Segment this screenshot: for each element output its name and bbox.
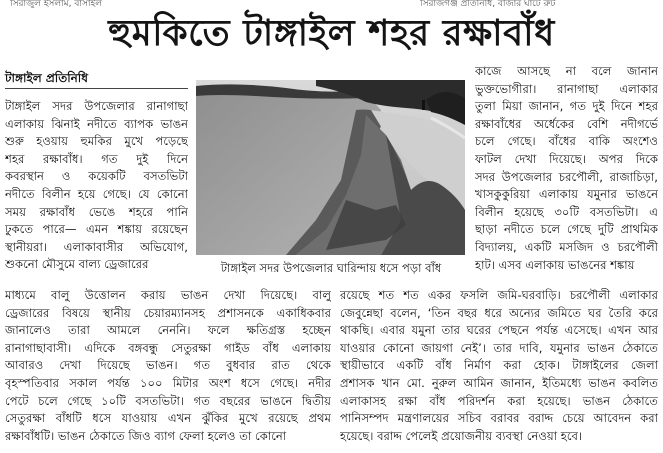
- article-column-right: [475, 63, 658, 274]
- article-text-line: রক্ষাবাঁধটি। ভাঙন ঠেকাতে জিও ব্যাগ ফেলা হলেও তা কোনো: [5, 428, 287, 443]
- byline-divider: [5, 88, 188, 89]
- riverbank-erosion-photo: [196, 80, 465, 255]
- article-text-line: জেবুন্নেছা বলেন, ‘তিন বছর ধরে অন্যের জমিতে ঘর তৈরি করে: [340, 305, 658, 320]
- article-text-line: হয়েছে। বরাদ্দ পেলেই প্রয়োজনীয় ব্যবস্থা নেওয়া হবে।: [340, 428, 583, 443]
- article-text-line: ছাড়া নদীতে চলে গেছে দুটি প্রাথমিক: [475, 222, 658, 237]
- headline: হুমকিতে টাঙ্গাইল শহর রক্ষাবাঁধ: [108, 13, 555, 54]
- article-text-line: শহর রক্ষাবাঁধ। গত দুই দিনে: [5, 151, 188, 166]
- article-text-line: রয়েছে শত শত একর ফসলি জমি-ঘরবাড়ি। চরপৌলী এলাকার: [340, 288, 658, 302]
- article-text-line: তুলা মিয়া জানান, গত দুই দিনে শহর: [475, 99, 658, 114]
- article-text-line: স্থায়ীভাবে একটি বাঁধ নির্মাণ করা হোক। টাঙ্গাইলের জেলা: [340, 358, 658, 373]
- article-text-line: যাওয়ার কোনো জায়গা নেই’। তার দাবি, যমুনার ভাঙন ঠেকাতে: [340, 340, 658, 355]
- article-text-line: টাঙ্গাইল সদর উপজেলার রানাগাছা: [5, 99, 188, 113]
- article-text-line: ড্রেজারের বিষয়ে স্থানীয় চেয়ারম্যানসহ প্রশাসনকে একাধিকবার: [5, 305, 331, 320]
- article-text-line: ভুক্তভোগীরা। রানাগাছা এলাকার: [475, 81, 658, 96]
- article-text-line: নদীতে বিলীন হয়ে গেছে। যে কোনো: [5, 186, 188, 201]
- article-text-line: ঢুকতে পারে— এমন শঙ্কায় রয়েছেন: [5, 222, 188, 237]
- article-text-line: সময় রক্ষাবাঁধ ভেঙে শহরে পানি: [5, 204, 188, 219]
- article-text-line: এলাকায় ঝিনাই নদীতে ব্যাপক ভাঙন: [5, 116, 188, 131]
- article-text-line: স্থানীয়রা। এলাকাবাসীর অভিযোগ,: [5, 239, 188, 254]
- article-text-line: পেটে চলে গেছে ১০টি বসতভিটা। গত বছরের ভাঙনে দ্বিতীয়: [5, 393, 331, 408]
- article-text-line: জানালেও তারা আমলে নেননি। ফলে ক্ষতিগ্রস্ত হচ্ছেন: [5, 323, 331, 338]
- article-text-line: চলে গেছে। বাঁধের বাকি অংশেও: [475, 134, 658, 149]
- article-text-line: সেতুরক্ষা বাঁধটি ধসে যাওয়ায় এখন ঝুঁকির মুখে রয়েছে প্রথম: [5, 411, 331, 426]
- article-text-line: কবরস্থান ও কয়েকটি বসতভিটা: [5, 169, 188, 184]
- top-strip-text: সিরাজুল ইসলাম, বাসাইল: [10, 0, 102, 8]
- byline: টাঙ্গাইল প্রতিনিধি: [5, 71, 88, 85]
- article-text-line: প্রশাসক খান মো. নুরুল আমিন জানান, ইতিমধ্যে ভাঙন কবলিত: [340, 375, 658, 390]
- article-text-line: বিদ্যালয়, একটি মসজিদ ও চরপৌলী: [475, 239, 658, 254]
- article-text-line: শুকনো মৌসুমে বাল্য ড্রেজারের: [5, 257, 149, 272]
- top-strip-text: সিরাজগঞ্জ প্রতিনিধি, বাজার ঘাটে রুট: [420, 0, 556, 8]
- article-text-line: পানিসম্পদ মন্ত্রণালয়ের সচিব বরাবর বরাদ্দ চেয়ে আবেদন করা: [340, 411, 658, 426]
- article-text-line: মাধ্যমে বালু উত্তোলন করায় ভাঙন দেখা দিয়েছে। বালু: [5, 288, 331, 302]
- article-text-line: সদর উপজেলার চরপৌলী, রাজাচিড়া,: [475, 169, 658, 184]
- article-text-line: ফাটল দেখা দিয়েছে। অপর দিকে: [475, 151, 658, 166]
- photo-caption: টাঙ্গাইল সদর উপজেলার ঘারিন্দায় ধসে পড়া বাঁধ: [220, 261, 442, 275]
- article-text-line: আবারও দেখা দিয়েছে ভাঙন। গত বুধবার রাত থেকে: [5, 358, 331, 373]
- photo-image: [196, 80, 465, 255]
- article-text-line: হাট। এসব এলাকায় ভাঙনের শঙ্কায়: [475, 257, 635, 272]
- article-text-line: বিলীন হয়েছে ৩০টি বসতভিটা। এ: [475, 204, 658, 219]
- article-text-line: থাকছি। এবার যমুনা তার ঘরের পেছনে পর্যন্ত এসেছে। এখন আর: [340, 323, 658, 338]
- previous-article-strip: [0, 0, 663, 8]
- article-column-bottom-right: [340, 287, 658, 445]
- article-text-line: বৃহস্পতিবার সকাল পর্যন্ত ১০০ মিটার অংশ ধসে গেছে। নদীর: [5, 375, 331, 390]
- article-text-line: শুরু হওয়ায় হুমকির মুখে পড়েছে: [5, 134, 188, 149]
- article-text-line: রানাগাছাবাসী। এদিকে বঙ্গবন্ধু সেতুরক্ষা গাইড বাঁধ এলাকায়: [5, 340, 331, 355]
- article-text-line: রক্ষাবাঁধের অর্ধেকের বেশি নদীগর্ভে: [475, 116, 658, 131]
- article-text-line: খাসকুকুরিয়া এলাকায় যমুনার ভাঙনে: [475, 187, 658, 202]
- article-column-bottom-left: [5, 287, 331, 445]
- article-text-line: এলাকাসহ রক্ষা বাঁধ পরিদর্শন করা হয়েছে। ভাঙন ঠেকাতে: [340, 393, 658, 408]
- article-column-left: [5, 98, 188, 274]
- article-text-line: কাজে আসছে না বলে জানান: [475, 64, 658, 78]
